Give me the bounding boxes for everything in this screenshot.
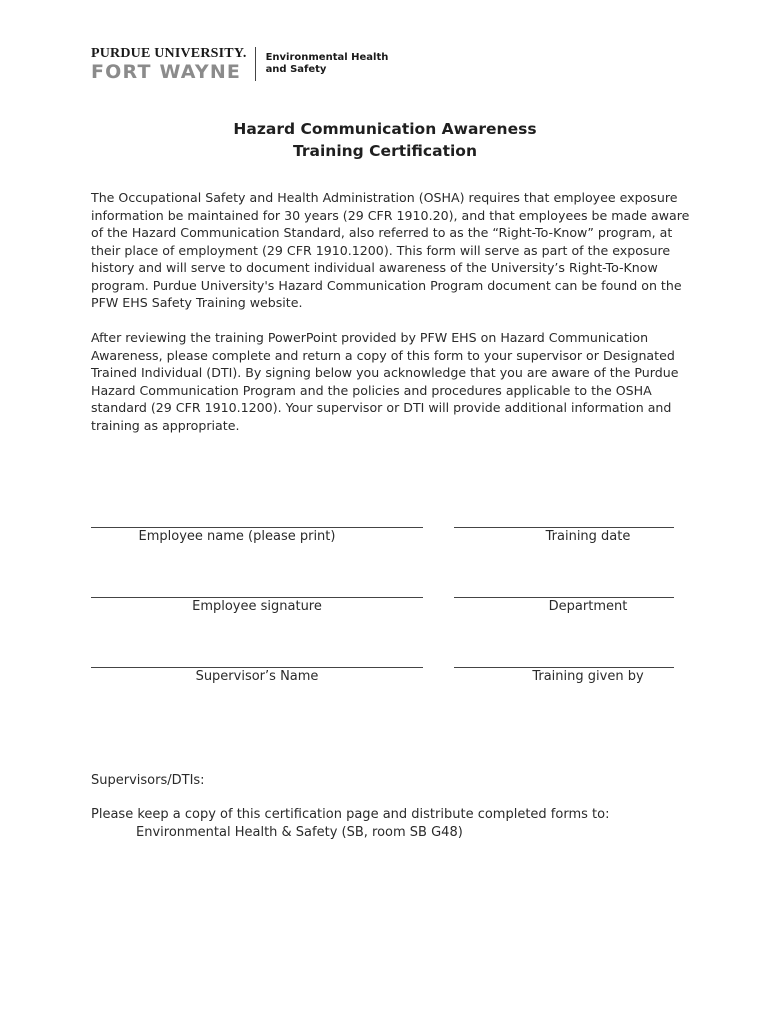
document-title [0,118,770,162]
training-given-by-line[interactable] [454,667,674,668]
logo-divider [255,47,256,81]
osha-requirement-paragraph: The Occupational Safety and Health Administration (OSHA) requires that employee exposure information be maintained for 30 years (29 CFR 1910.20), and that employees be made aware of the Hazard Communication Standard, also referred to as the “Right-To-Know” program, at their place of employment (29 CFR 1910.1200). This form will serve as part of the exposure history and will serve to document individual awareness of the University’s Right-To-Know program. Purdue University's Hazard Communication Program document can be found on the PFW EHS Safety Training website. [91,190,690,310]
title-line-1: Hazard Communication Awareness [233,120,537,138]
instructions-paragraph: After reviewing the training PowerPoint provided by PFW EHS on Hazard Communication Awareness, please complete and return a copy of this form to your supervisor or Designated Trained Individual (DTI). By signing below you acknowledge that you are aware of the Purdue Hazard Communication Program and the policies and procedures applicable to the OSHA standard (29 CFR 1910.1200). Your supervisor or DTI will provide additional information and training as appropriate. [91,330,679,433]
logo-purdue-text: PURDUE UNIVERSITY. [91,45,247,61]
employee-signature-label: Employee signature [192,599,322,614]
distribution-instruction: Please keep a copy of this certification page and distribute completed forms to: [91,807,610,822]
university-logo [91,47,247,82]
supervisors-heading: Supervisors/DTIs: [91,773,205,788]
training-date-label: Training date [545,529,631,544]
employee-signature-line[interactable] [91,597,423,598]
title-line-2: Training Certification [293,142,477,160]
logo-fort-wayne-text: FORT WAYNE [91,60,242,83]
supervisor-name-label: Supervisor’s Name [195,669,319,684]
employee-name-label: Employee name (please print) [138,529,336,544]
employee-name-line[interactable] [91,527,423,528]
distribution-destination: Environmental Health & Safety (SB, room SB G48) [136,825,463,840]
department-label: Department [548,599,628,614]
supervisor-name-line[interactable] [91,667,423,668]
training-given-by-label: Training given by [532,669,644,684]
letterhead [91,46,388,82]
department-line-1: Environmental Health [265,52,389,63]
department-name [266,52,389,76]
department-line-2: and Safety [265,64,327,75]
training-date-line[interactable] [454,527,674,528]
department-line[interactable] [454,597,674,598]
